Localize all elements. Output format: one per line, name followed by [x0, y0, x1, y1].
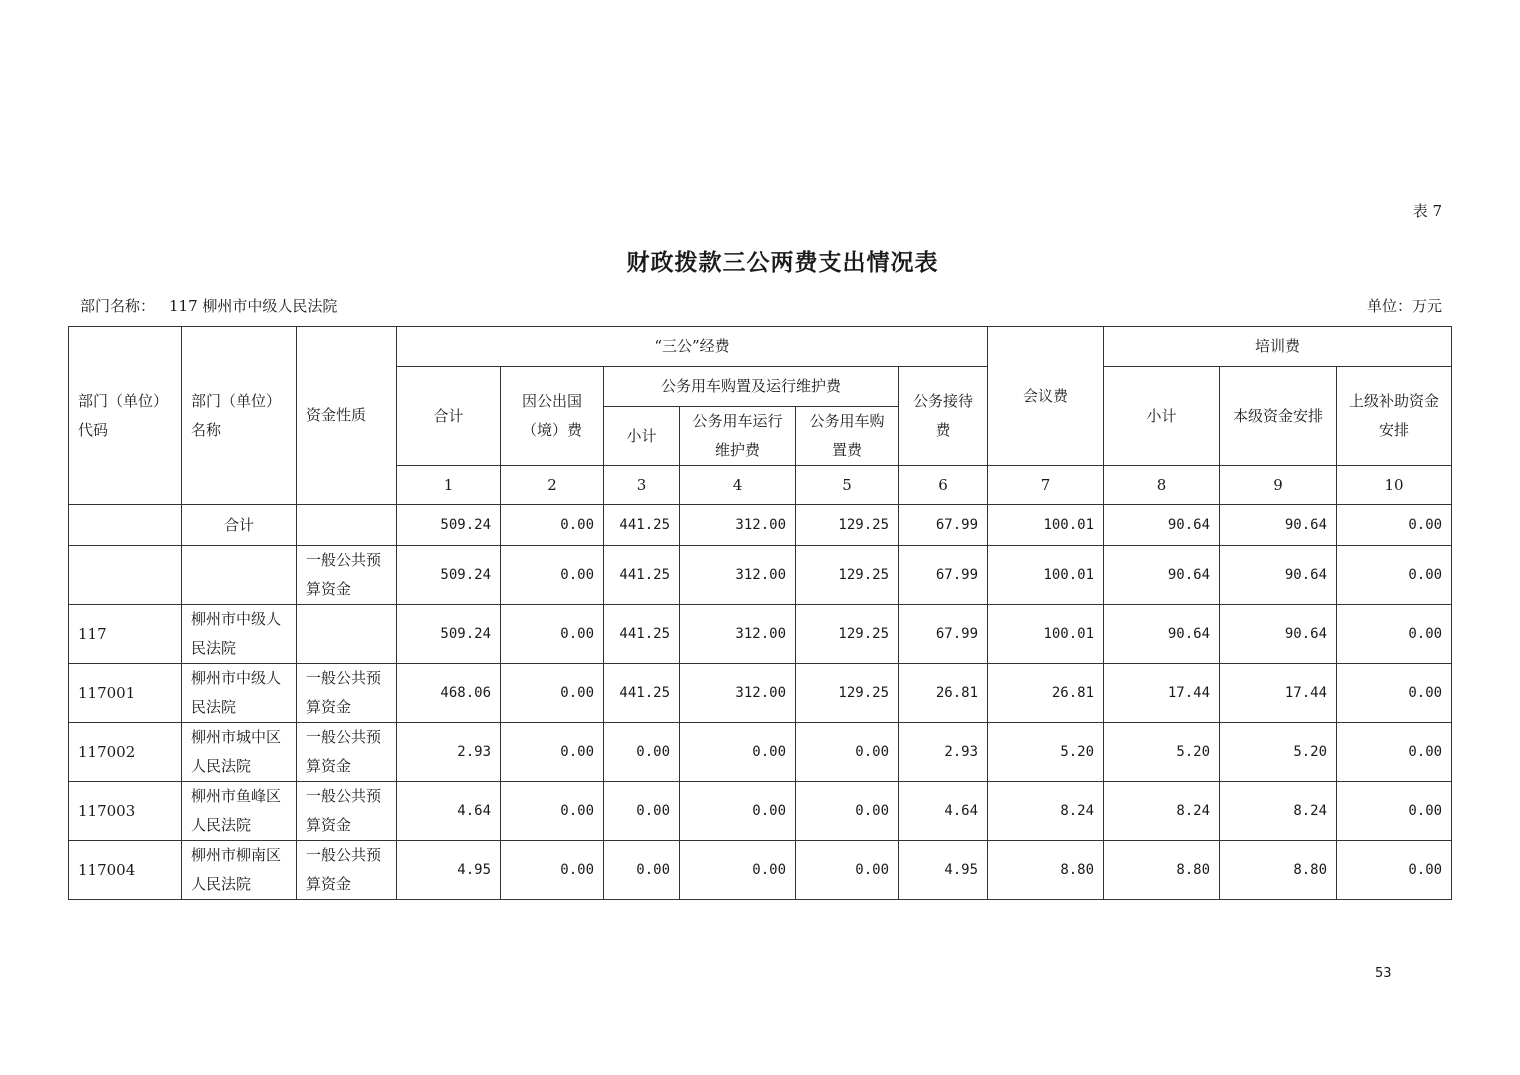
row-value-9: 90.64 [1220, 605, 1337, 664]
header-vehicle: 公务用车购置及运行维护费 [604, 367, 899, 407]
row-value-2: 0.00 [501, 782, 604, 841]
row-value-8: 90.64 [1104, 546, 1220, 605]
page-number: 53 [1375, 966, 1392, 981]
row-value-8: 8.24 [1104, 782, 1220, 841]
row-value-2: 0.00 [501, 546, 604, 605]
row-value-1: 509.24 [397, 605, 501, 664]
row-value-2: 0.00 [501, 723, 604, 782]
department-line [80, 295, 337, 316]
row-value-10: 0.00 [1337, 605, 1452, 664]
row-value-4: 312.00 [680, 546, 796, 605]
row-value-7: 8.80 [988, 841, 1104, 900]
row-value-7: 26.81 [988, 664, 1104, 723]
row-code: 117 [69, 605, 182, 664]
column-index: 3 [604, 466, 680, 505]
header-total: 合计 [397, 367, 501, 466]
row-value-10: 0.00 [1337, 723, 1452, 782]
row-value-3: 0.00 [604, 723, 680, 782]
row-code: 117001 [69, 664, 182, 723]
unit-label: 单位：万元 [1366, 297, 1442, 315]
row-code: 117003 [69, 782, 182, 841]
row-value-5: 129.25 [796, 505, 899, 546]
row-value-3: 441.25 [604, 664, 680, 723]
header-meeting: 会议费 [988, 327, 1104, 466]
row-name: 合计 [182, 505, 297, 546]
row-value-6: 26.81 [899, 664, 988, 723]
expenditure-table [68, 326, 1452, 900]
row-value-1: 4.64 [397, 782, 501, 841]
row-value-2: 0.00 [501, 605, 604, 664]
header-dept-code: 部门（单位）代码 [69, 327, 182, 505]
header-training-local: 本级资金安排 [1220, 367, 1337, 466]
row-value-9: 8.24 [1220, 782, 1337, 841]
row-value-7: 100.01 [988, 546, 1104, 605]
row-value-7: 8.24 [988, 782, 1104, 841]
row-value-5: 129.25 [796, 546, 899, 605]
row-value-6: 4.95 [899, 841, 988, 900]
header-sangong: “三公”经费 [397, 327, 988, 367]
row-value-7: 100.01 [988, 605, 1104, 664]
column-index: 2 [501, 466, 604, 505]
row-name: 柳州市鱼峰区人民法院 [182, 782, 297, 841]
table-row [69, 505, 1452, 546]
row-value-4: 0.00 [680, 782, 796, 841]
row-value-10: 0.00 [1337, 505, 1452, 546]
row-value-10: 0.00 [1337, 664, 1452, 723]
row-name: 柳州市柳南区人民法院 [182, 841, 297, 900]
row-value-5: 0.00 [796, 723, 899, 782]
row-value-5: 129.25 [796, 664, 899, 723]
row-name: 柳州市中级人民法院 [182, 605, 297, 664]
row-value-10: 0.00 [1337, 841, 1452, 900]
row-value-3: 441.25 [604, 505, 680, 546]
row-value-1: 509.24 [397, 505, 501, 546]
column-index: 4 [680, 466, 796, 505]
department-label: 部门名称： [80, 297, 156, 315]
column-index: 7 [988, 466, 1104, 505]
row-value-8: 5.20 [1104, 723, 1220, 782]
row-fund-type: 一般公共预算资金 [297, 546, 397, 605]
table-row [69, 841, 1452, 900]
row-value-1: 509.24 [397, 546, 501, 605]
header-reception: 公务接待费 [899, 367, 988, 466]
row-value-7: 5.20 [988, 723, 1104, 782]
row-name: 柳州市中级人民法院 [182, 664, 297, 723]
row-value-2: 0.00 [501, 505, 604, 546]
column-index: 5 [796, 466, 899, 505]
row-value-7: 100.01 [988, 505, 1104, 546]
row-value-3: 441.25 [604, 546, 680, 605]
row-code: 117002 [69, 723, 182, 782]
row-value-5: 129.25 [796, 605, 899, 664]
column-index: 8 [1104, 466, 1220, 505]
row-value-5: 0.00 [796, 782, 899, 841]
row-name: 柳州市城中区人民法院 [182, 723, 297, 782]
header-training-upper: 上级补助资金安排 [1337, 367, 1452, 466]
row-value-6: 67.99 [899, 605, 988, 664]
table-row [69, 782, 1452, 841]
row-value-3: 0.00 [604, 841, 680, 900]
row-value-3: 441.25 [604, 605, 680, 664]
row-value-8: 8.80 [1104, 841, 1220, 900]
row-value-6: 2.93 [899, 723, 988, 782]
header-training-subtotal: 小计 [1104, 367, 1220, 466]
row-fund-type [297, 605, 397, 664]
header-vehicle-subtotal: 小计 [604, 407, 680, 466]
page-title: 财政拨款三公两费支出情况表 [626, 249, 939, 276]
row-fund-type: 一般公共预算资金 [297, 841, 397, 900]
row-fund-type [297, 505, 397, 546]
column-index: 1 [397, 466, 501, 505]
row-fund-type: 一般公共预算资金 [297, 782, 397, 841]
row-value-8: 90.64 [1104, 605, 1220, 664]
row-value-4: 312.00 [680, 505, 796, 546]
row-fund-type: 一般公共预算资金 [297, 664, 397, 723]
row-code [69, 546, 182, 605]
row-value-10: 0.00 [1337, 546, 1452, 605]
row-value-6: 67.99 [899, 546, 988, 605]
row-value-2: 0.00 [501, 664, 604, 723]
row-value-4: 0.00 [680, 841, 796, 900]
row-value-9: 90.64 [1220, 505, 1337, 546]
row-value-3: 0.00 [604, 782, 680, 841]
row-value-8: 90.64 [1104, 505, 1220, 546]
row-name [182, 546, 297, 605]
header-dept-name: 部门（单位）名称 [182, 327, 297, 505]
row-code: 117004 [69, 841, 182, 900]
table-row [69, 605, 1452, 664]
table-row [69, 723, 1452, 782]
row-value-4: 312.00 [680, 605, 796, 664]
row-code [69, 505, 182, 546]
row-value-6: 4.64 [899, 782, 988, 841]
header-abroad: 因公出国（境）费 [501, 367, 604, 466]
row-value-9: 8.80 [1220, 841, 1337, 900]
row-value-5: 0.00 [796, 841, 899, 900]
row-value-9: 5.20 [1220, 723, 1337, 782]
table-number: 表 7 [1412, 202, 1442, 220]
header-vehicle-maint: 公务用车运行维护费 [680, 407, 796, 466]
column-index: 10 [1337, 466, 1452, 505]
table-row [69, 664, 1452, 723]
row-value-1: 2.93 [397, 723, 501, 782]
row-value-8: 17.44 [1104, 664, 1220, 723]
row-value-6: 67.99 [899, 505, 988, 546]
column-index: 9 [1220, 466, 1337, 505]
header-fund-type: 资金性质 [297, 327, 397, 505]
row-value-4: 312.00 [680, 664, 796, 723]
header-vehicle-purchase: 公务用车购置费 [796, 407, 899, 466]
row-value-9: 17.44 [1220, 664, 1337, 723]
row-value-10: 0.00 [1337, 782, 1452, 841]
header-training: 培训费 [1104, 327, 1452, 367]
table-row [69, 546, 1452, 605]
column-index: 6 [899, 466, 988, 505]
row-value-1: 4.95 [397, 841, 501, 900]
row-value-9: 90.64 [1220, 546, 1337, 605]
table-body [69, 505, 1452, 900]
row-value-4: 0.00 [680, 723, 796, 782]
row-value-2: 0.00 [501, 841, 604, 900]
department-value: 117 柳州市中级人民法院 [169, 297, 338, 315]
row-value-1: 468.06 [397, 664, 501, 723]
row-fund-type: 一般公共预算资金 [297, 723, 397, 782]
